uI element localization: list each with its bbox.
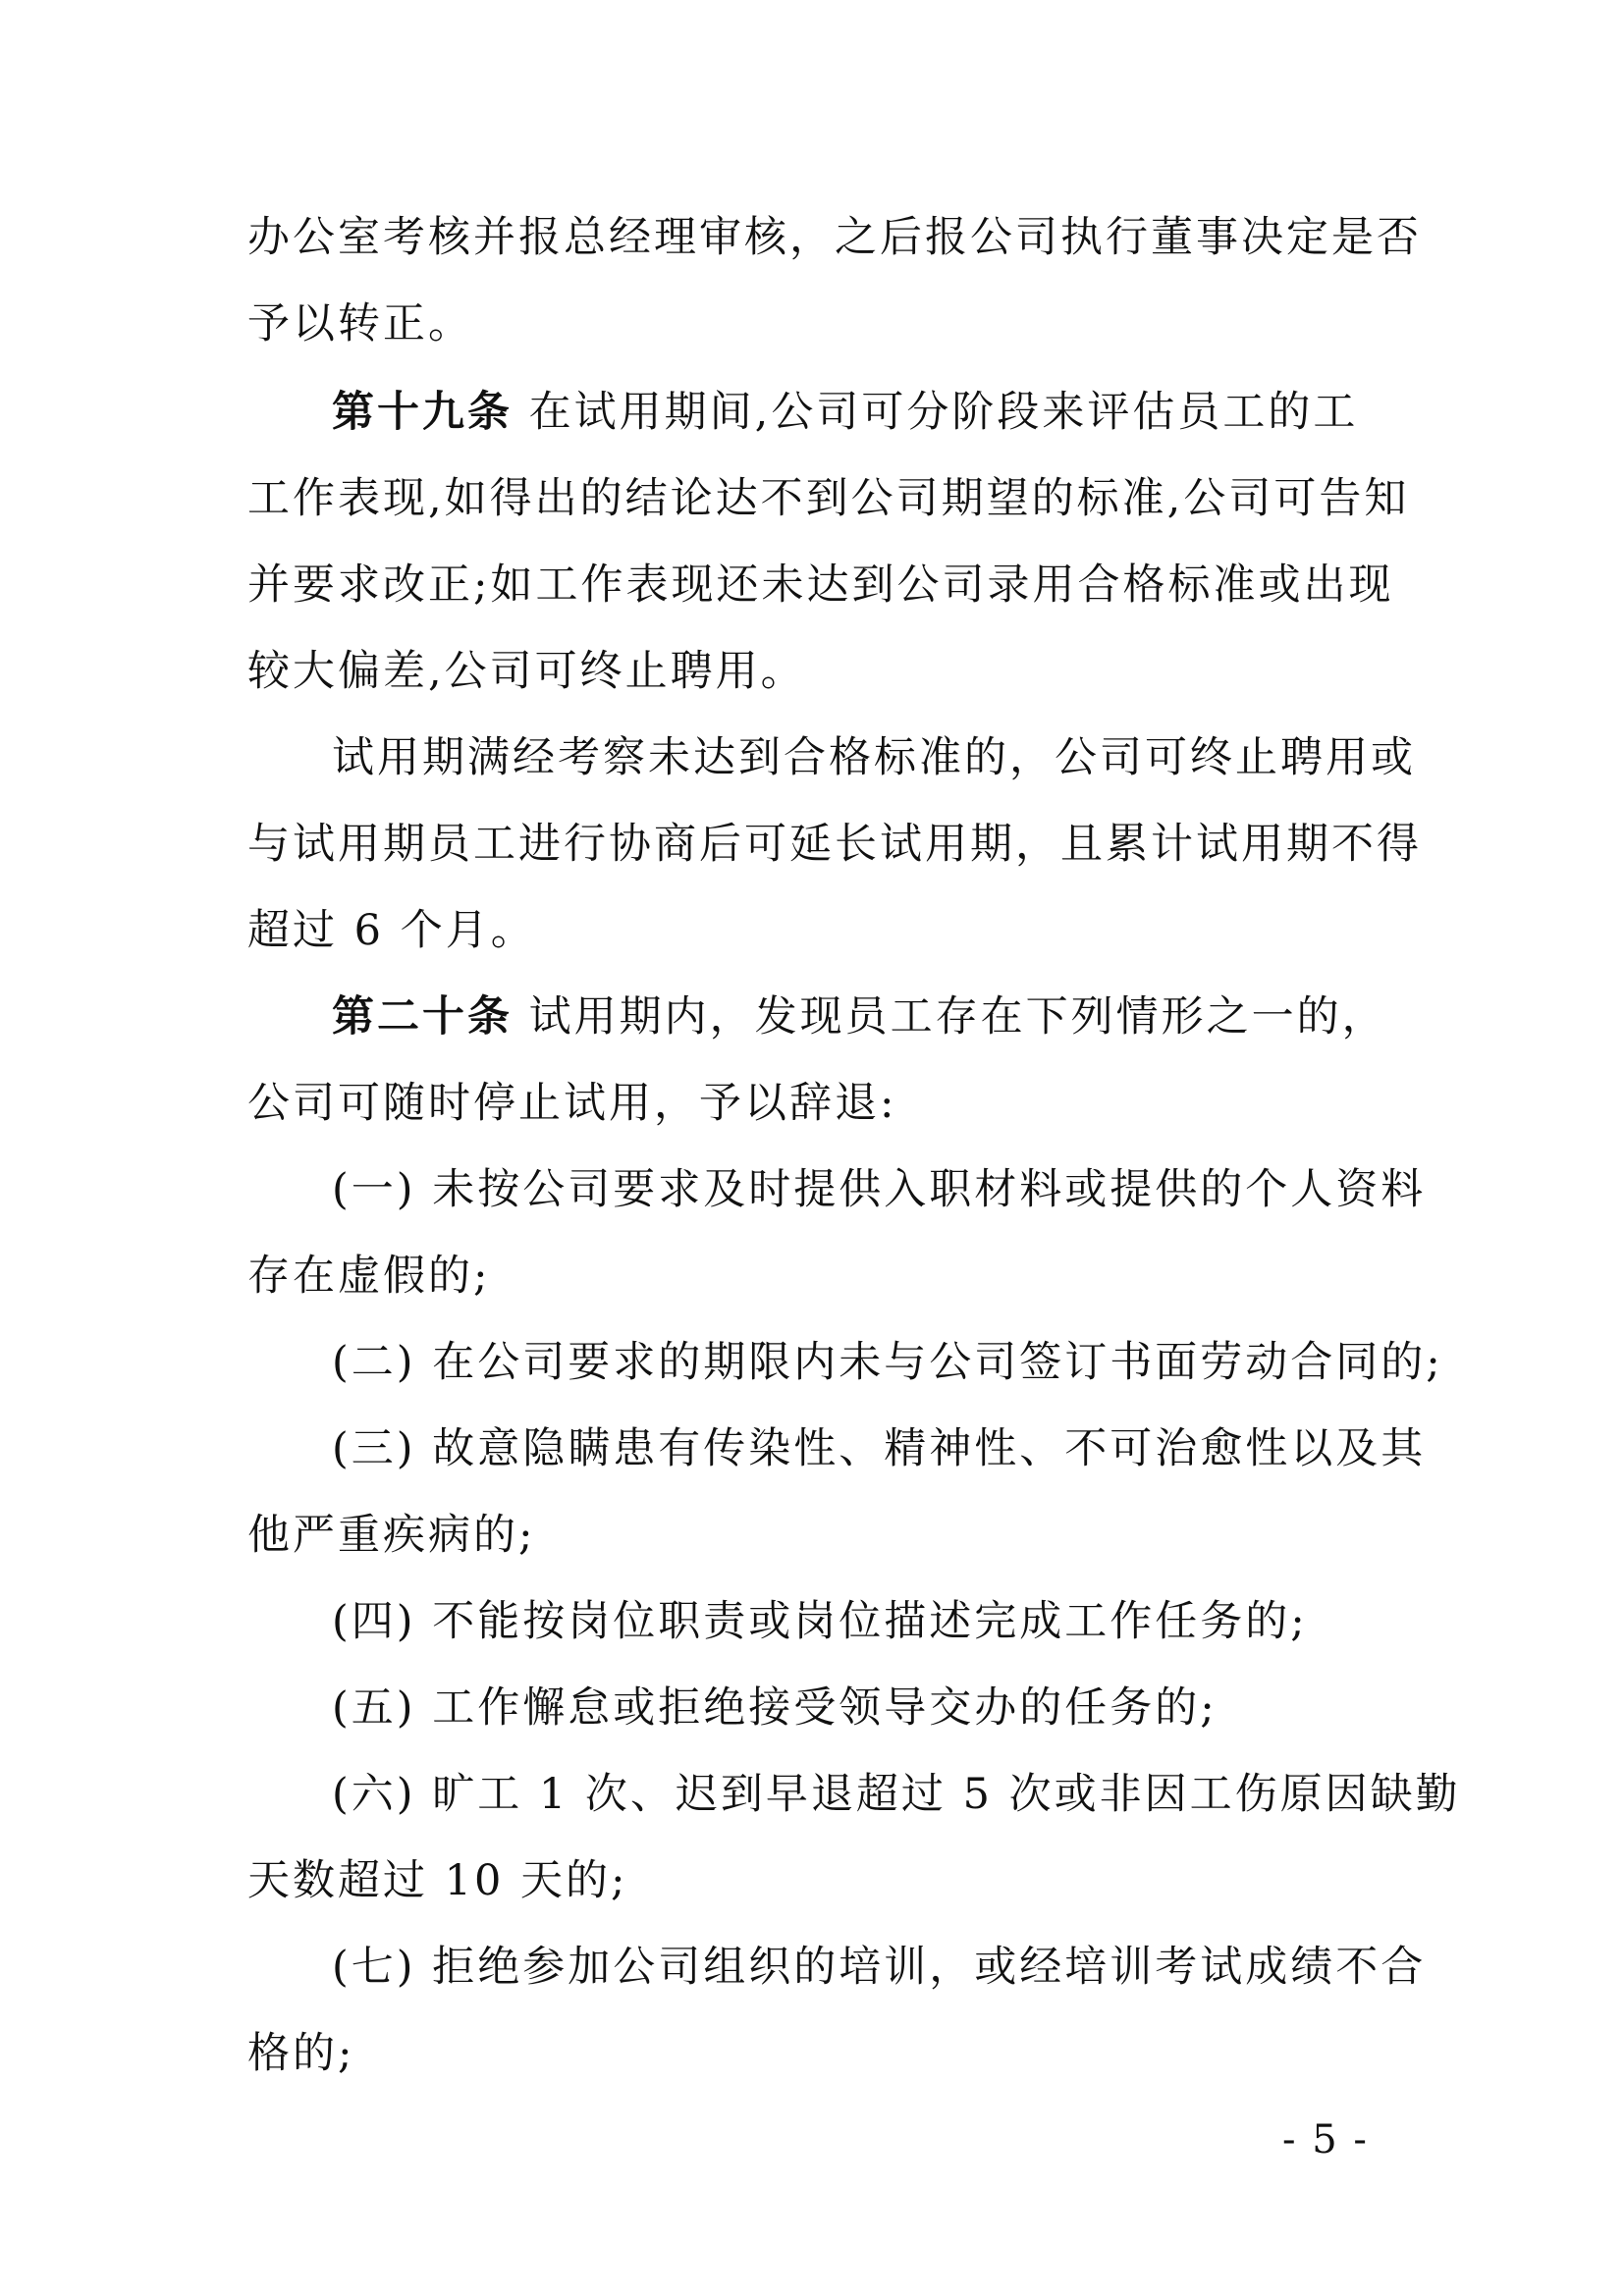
list-item-7: (七) 拒绝参加公司组织的培训，或经培训考试成绩不合 bbox=[332, 1943, 1427, 1992]
paragraph-line: 较大偏差,公司可终止聘用。 bbox=[247, 647, 806, 696]
paragraph-line: 超过 6 个月。 bbox=[247, 906, 536, 955]
paragraph-line: 公司可随时停止试用，予以辞退: bbox=[247, 1079, 897, 1128]
list-item-3-cont: 他严重疾病的; bbox=[247, 1511, 536, 1560]
list-item-6: (六) 旷工 1 次、迟到早退超过 5 次或非因工伤原因缺勤 bbox=[332, 1770, 1461, 1819]
paragraph-line: 办公室考核并报总经理审核，之后报公司执行董事决定是否 bbox=[247, 213, 1422, 262]
list-item-5: (五) 工作懈怠或拒绝接受领导交办的任务的; bbox=[332, 1683, 1218, 1733]
list-item-1: (一) 未按公司要求及时提供入职材料或提供的个人资料 bbox=[332, 1165, 1427, 1214]
list-item-6-cont: 天数超过 10 天的; bbox=[247, 1856, 628, 1905]
list-item-1-cont: 存在虚假的; bbox=[247, 1252, 491, 1301]
article-20-number: 第二十条 bbox=[332, 992, 513, 1041]
paragraph-line: 并要求改正;如工作表现还未达到公司录用合格标准或出现 bbox=[247, 561, 1394, 610]
article-19-first-line bbox=[332, 383, 1358, 442]
paragraph-line: 试用期满经考察未达到合格标准的，公司可终止聘用或 bbox=[332, 733, 1416, 782]
list-item-2: (二) 在公司要求的期限内未与公司签订书面劳动合同的; bbox=[332, 1338, 1443, 1387]
article-20-first-line bbox=[332, 988, 1387, 1046]
article-20-text: 试用期内，发现员工存在下列情形之一的， bbox=[528, 992, 1387, 1041]
page-number: - 5 - bbox=[1282, 2117, 1369, 2163]
paragraph-line: 工作表现,如得出的结论达不到公司期望的标准,公司可告知 bbox=[247, 474, 1410, 523]
list-item-4: (四) 不能按岗位职责或岗位描述完成工作任务的; bbox=[332, 1597, 1308, 1646]
list-item-7-cont: 格的; bbox=[247, 2029, 355, 2078]
article-19-text: 在试用期间,公司可分阶段来评估员工的工 bbox=[528, 388, 1359, 437]
paragraph-line: 予以转正。 bbox=[247, 299, 473, 348]
article-19-number: 第十九条 bbox=[332, 388, 513, 437]
list-item-3: (三) 故意隐瞒患有传染性、精神性、不可治愈性以及其 bbox=[332, 1424, 1427, 1473]
paragraph-line: 与试用期员工进行协商后可延长试用期，且累计试用期不得 bbox=[247, 820, 1422, 869]
